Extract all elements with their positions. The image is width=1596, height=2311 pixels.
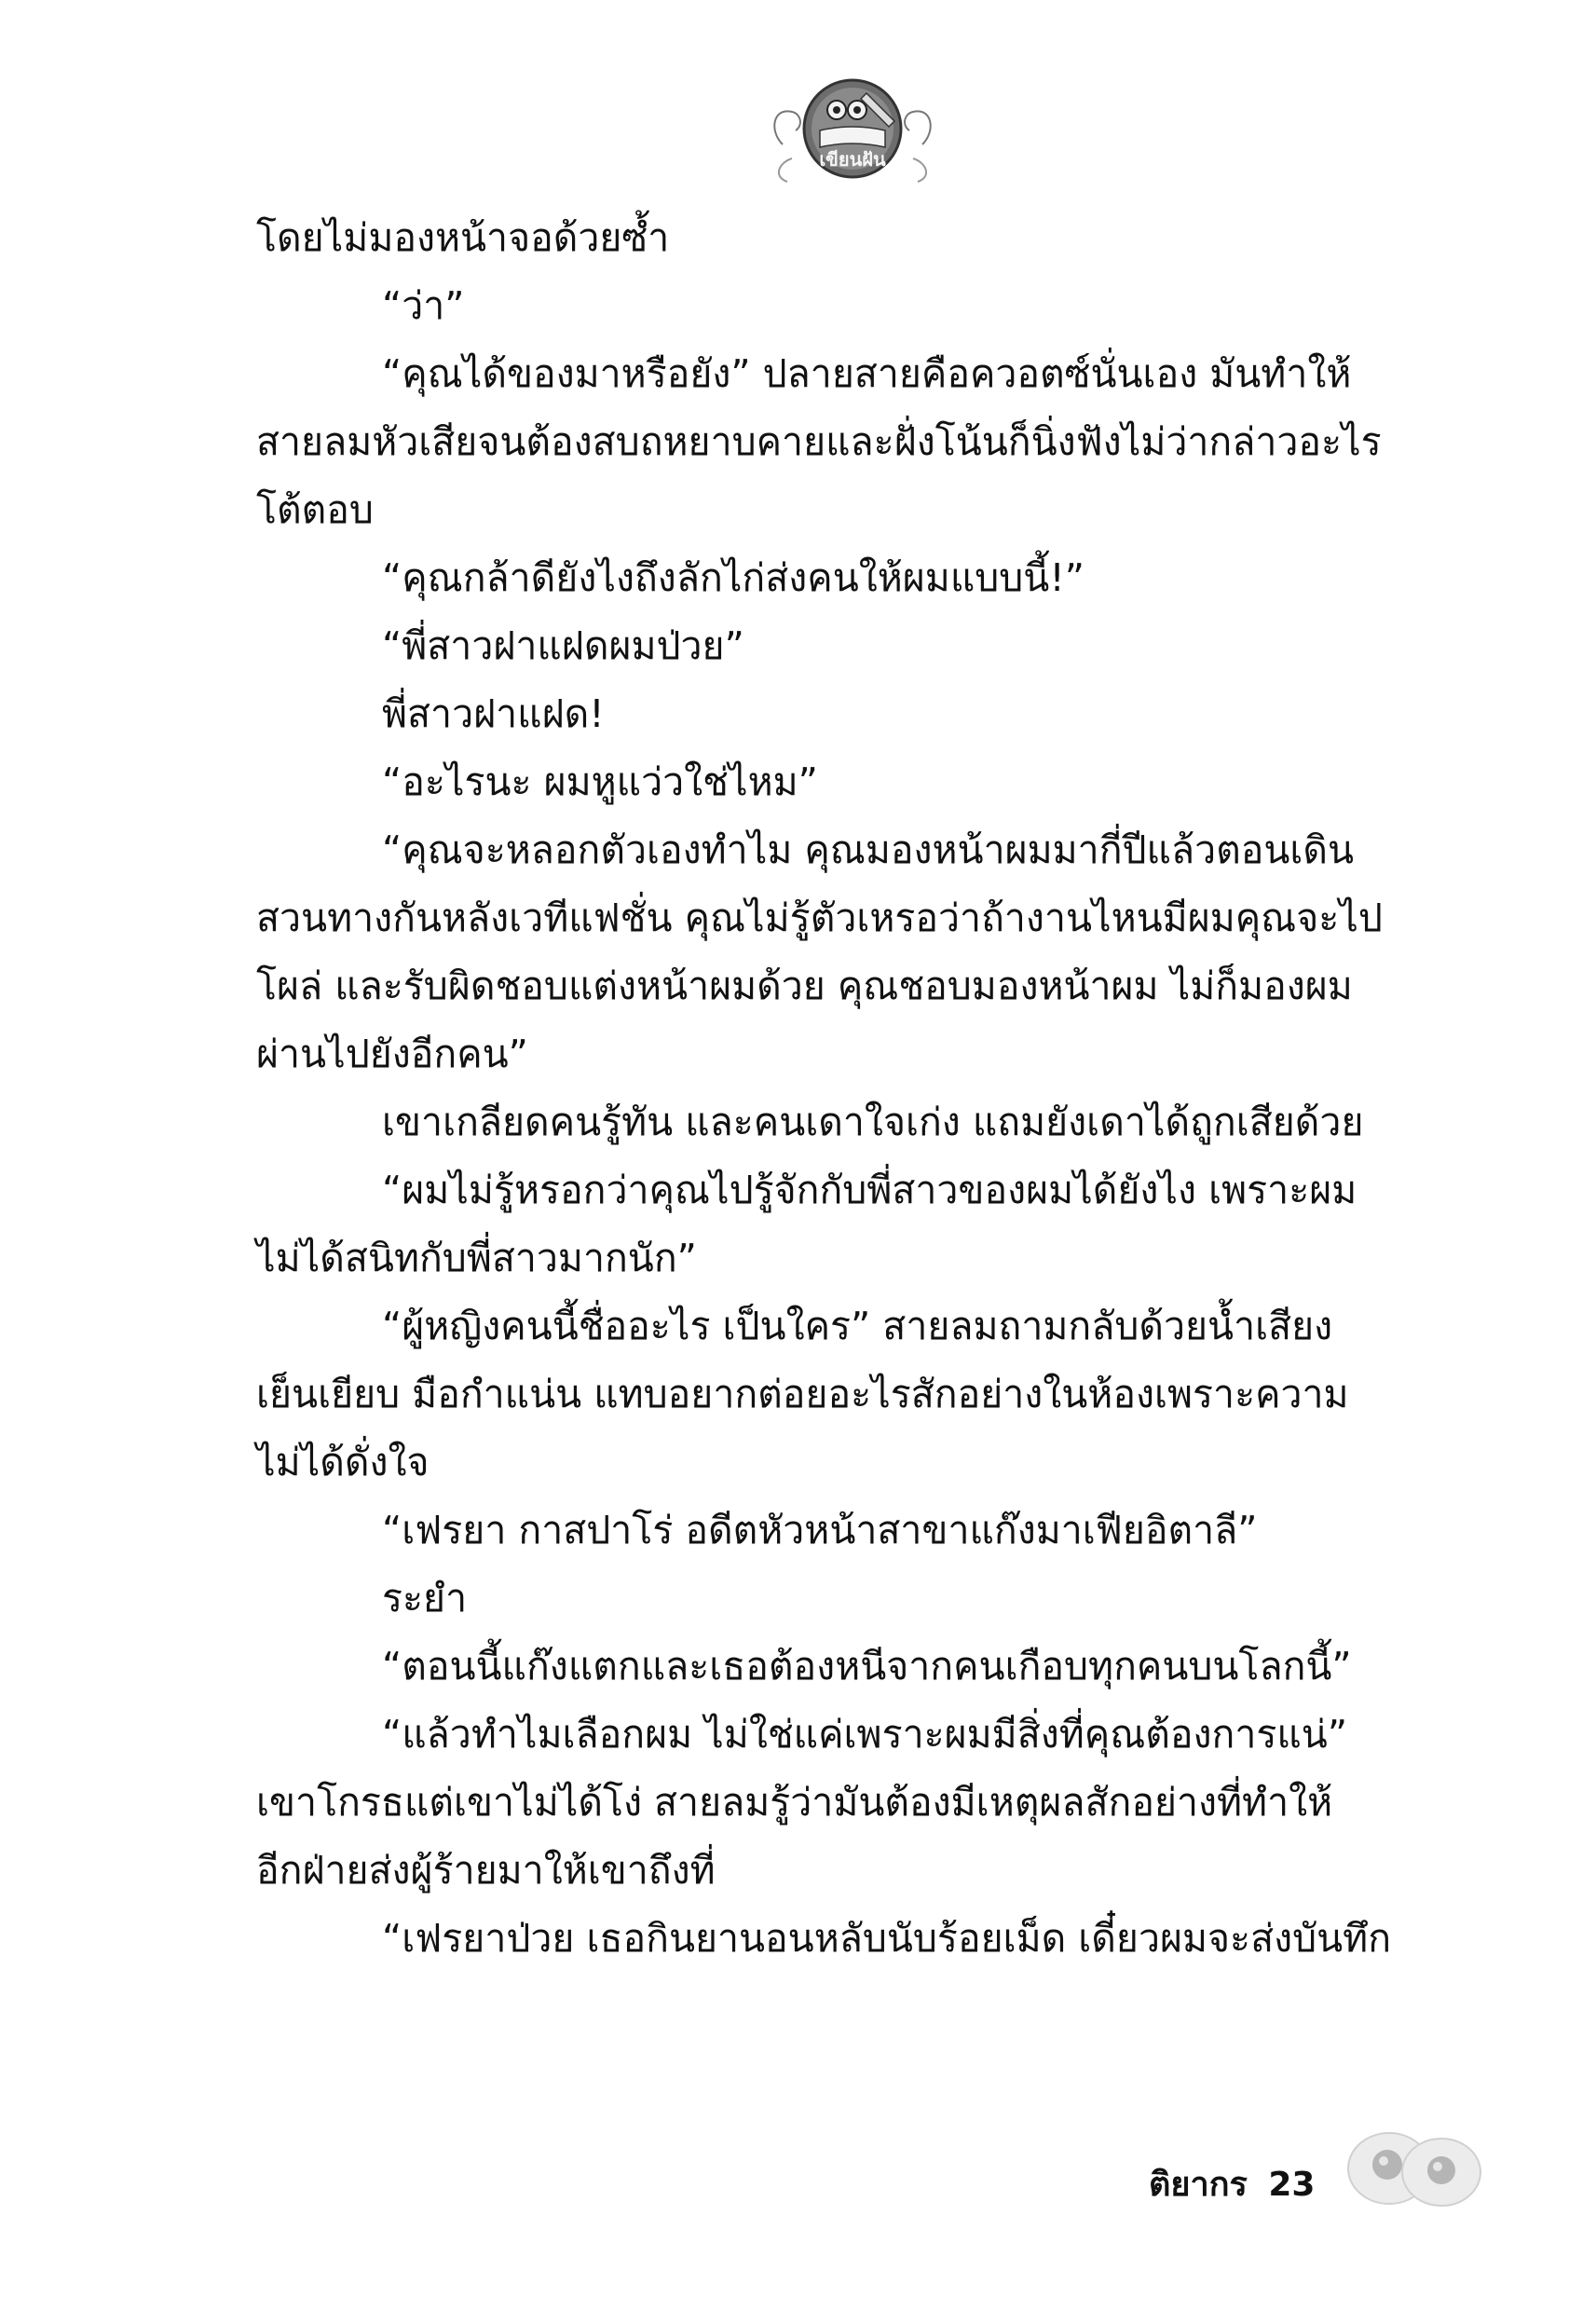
footer-author-name: ติยากร	[1149, 2166, 1248, 2204]
text-line: ระยำ	[382, 1576, 468, 1620]
text-line: “ว่า”	[382, 283, 465, 328]
text-line: ไม่ได้ดั่งใจ	[256, 1440, 430, 1484]
text-line: “ผมไม่รู้หรอกว่าคุณไปรู้จักกับพี่สาวของผมได้ยังไง เพราะผม	[382, 1168, 1357, 1212]
text-line: สวนทางกันหลังเวทีแฟชั่น คุณไม่รู้ตัวเหรอว่าถ้างานไหนมีผมคุณจะไป	[256, 896, 1383, 940]
text-line: โต้ตอบ	[256, 487, 374, 532]
text-line: “คุณกล้าดียังไงถึงลักไก่ส่งคนให้ผมแบบนี้!”	[382, 555, 1084, 600]
text-line: “แล้วทำไมเลือกผม ไม่ใช่แค่เพราะผมมีสิ่งที่คุณต้องการแน่”	[382, 1712, 1348, 1757]
text-line: “เฟรยา กาสปาโร่ อดีตหัวหน้าสาขาแก๊งมาเฟียอิตาลี”	[382, 1508, 1258, 1552]
footer-author	[1149, 2157, 1315, 2210]
text-line: ไม่ได้สนิทกับพี่สาวมากนัก”	[256, 1236, 697, 1280]
fried-egg-icon	[1344, 2120, 1484, 2213]
text-line: เย็นเยียบ มือกำแน่น แทบอยากต่อยอะไรสักอย่างในห้องเพราะความ	[256, 1372, 1349, 1416]
page-number: 23	[1268, 2166, 1316, 2204]
text-line: โผล่ และรับผิดชอบแต่งหน้าผมด้วย คุณชอบมองหน้าผม ไม่ก็มองผม	[256, 964, 1353, 1008]
text-line: พี่สาวฝาแฝด!	[382, 691, 605, 736]
text-line: เขาโกรธแต่เขาไม่ได้โง่ สายลมรู้ว่ามันต้องมีเหตุผลสักอย่างที่ทำให้	[256, 1780, 1333, 1825]
text-line: โดยไม่มองหน้าจอด้วยซ้ำ	[256, 215, 670, 260]
logo-text: เขียนฝัน	[819, 148, 886, 171]
text-line: “ผู้หญิงคนนี้ชื่ออะไร เป็นใคร” สายลมถามกลับด้วยน้ำเสียง	[382, 1304, 1333, 1348]
text-line: สายลมหัวเสียจนต้องสบถหยาบคายและฝั่งโน้นก็นิ่งฟังไม่ว่ากล่าวอะไร	[256, 419, 1382, 464]
text-line: “เฟรยาป่วย เธอกินยานอนหลับนับร้อยเม็ด เดี๋ยวผมจะส่งบันทึก	[382, 1916, 1392, 1961]
text-line: เขาเกลียดคนรู้ทัน และคนเดาใจเก่ง แถมยังเดาได้ถูกเสียด้วย	[382, 1100, 1364, 1144]
text-line: อีกฝ่ายส่งผู้ร้ายมาให้เขาถึงที่	[256, 1848, 716, 1893]
text-line: “อะไรนะ ผมหูแว่วใช่ไหม”	[382, 759, 818, 804]
text-line: “พี่สาวฝาแฝดผมป่วย”	[382, 623, 744, 668]
text-line: ผ่านไปยังอีกคน”	[256, 1032, 528, 1076]
page-footer	[1149, 2120, 1484, 2222]
text-line: “คุณจะหลอกตัวเองทำไม คุณมองหน้าผมมากี่ปีแล้วตอนเดิน	[382, 827, 1355, 872]
text-line: “คุณได้ของมาหรือยัง” ปลายสายคือควอตซ์นั่นเอง มันทำให้	[382, 351, 1352, 396]
text-line: “ตอนนี้แก๊งแตกและเธอต้องหนีจากคนเกือบทุกคนบนโลกนี้”	[382, 1644, 1352, 1689]
